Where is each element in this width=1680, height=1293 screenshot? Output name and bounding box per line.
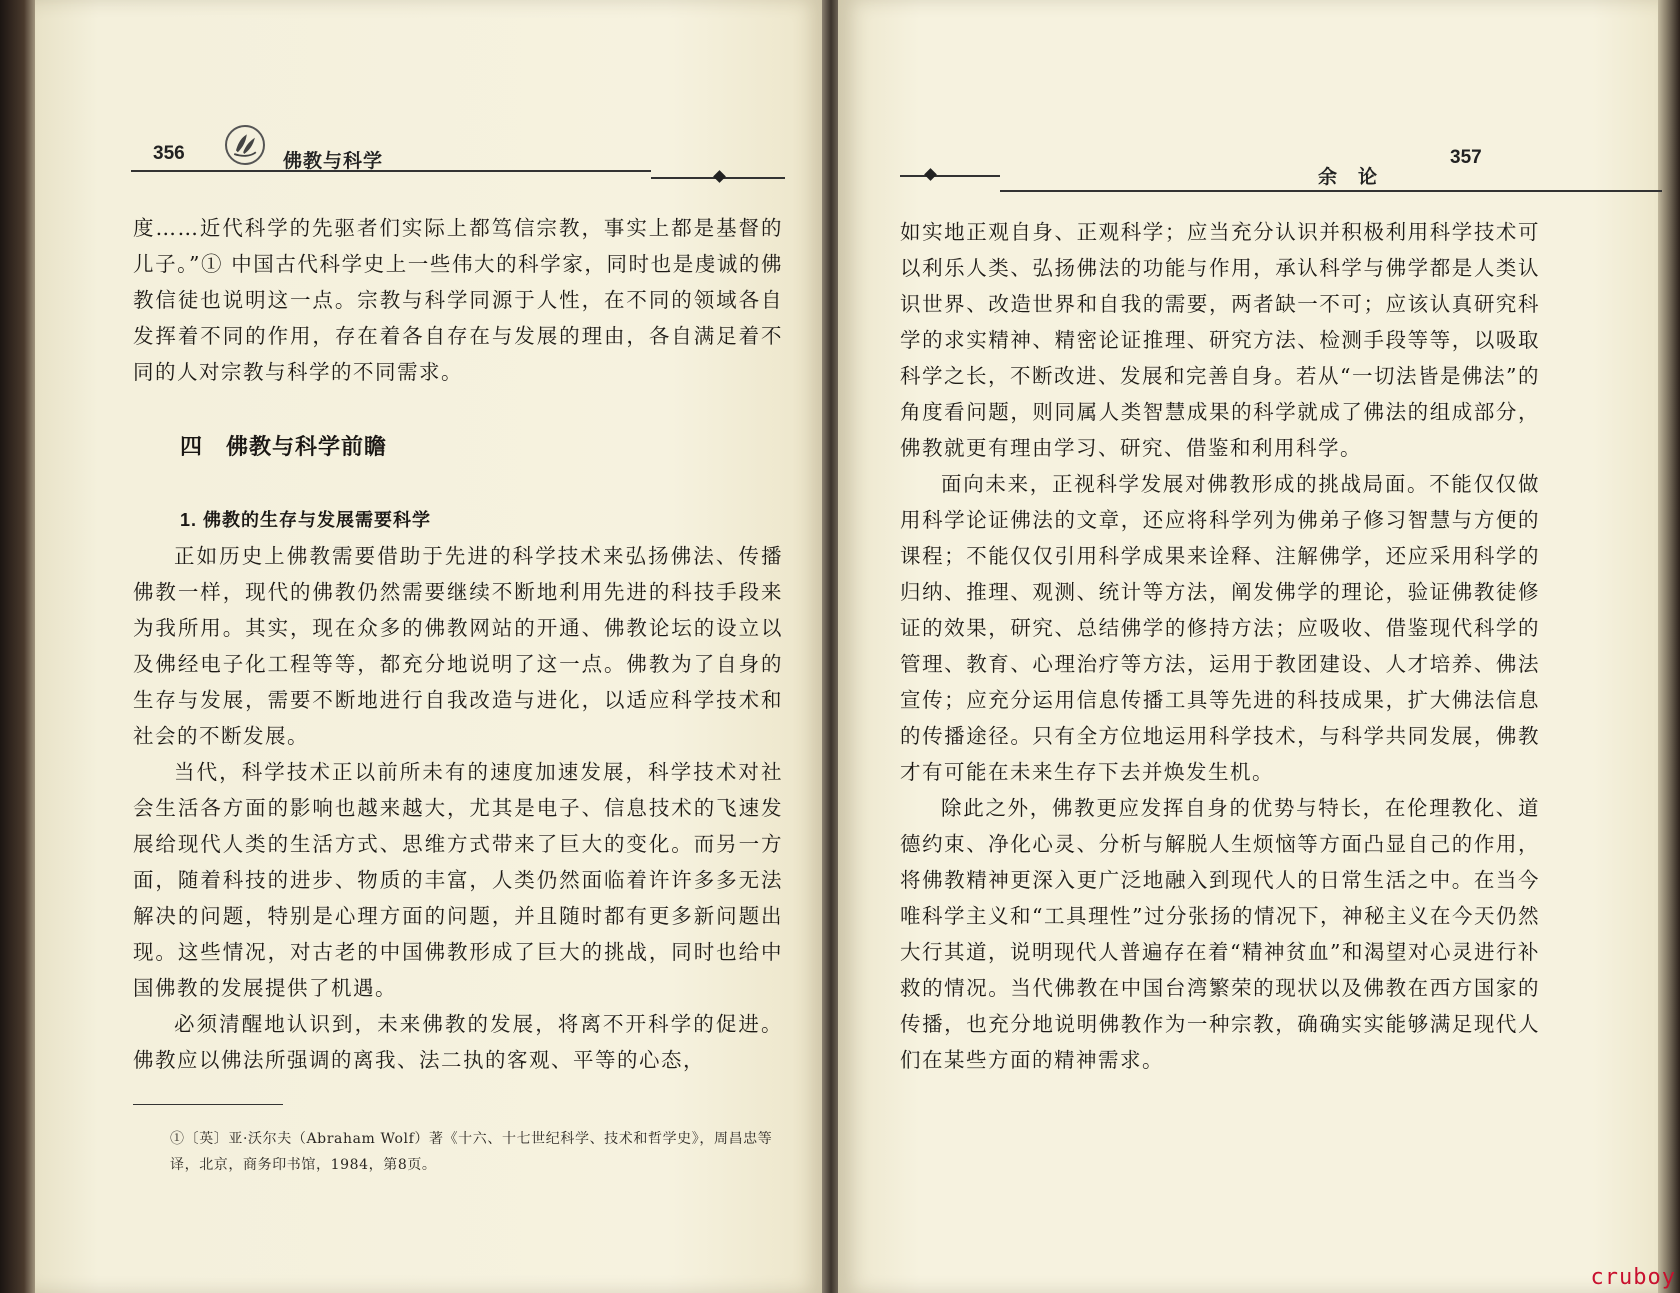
header-rule-right-head <box>900 175 1000 177</box>
page-number-left: 356 <box>153 143 185 164</box>
subsection-heading: 1. 佛教的生存与发展需要科学 <box>180 510 432 530</box>
left-opening-text <box>133 210 783 390</box>
paragraph: 正如历史上佛教需要借助于先进的科学技术来弘扬佛法、传播佛教一样，现代的佛教仍然需要继续不断地利用先进的科技手段来为我所用。其实，现在众多的佛教网站的开通、佛教论坛的设立以及佛经电子化工程等等，都充分地说明了这一点。佛教为了自身的生存与发展，需要不断地进行自我改造与进化，以适应科学技术和社会的不断发展。 <box>133 544 783 748</box>
header-rule-right <box>1000 190 1662 192</box>
header-diamond-left <box>713 170 726 183</box>
left-page <box>35 0 825 1293</box>
paragraph: 当代，科学技术正以前所未有的速度加速发展，科学技术对社会生活各方面的影响也越来越大，尤其是电子、信息技术的飞速发展给现代人类的生活方式、思维方式带来了巨大的变化。而另一方面，随着科技的进步、物质的丰富，人类仍然面临着许许多多无法解决的问题，特别是心理方面的问题，并且随时都有更多新问题出现。这些情况，对古老的中国佛教形成了巨大的挑战，同时也给中国佛教的发展提供了机遇。 <box>133 760 783 1000</box>
section-heading: 四 佛教与科学前瞻 <box>180 434 388 459</box>
paragraph: 面向未来，正视科学发展对佛教形成的挑战局面。不能仅仅做用科学论证佛法的文章，还应将科学列为佛弟子修习智慧与方便的课程；不能仅仅引用科学成果来诠释、注解佛学，还应采用科学的归纳、推理、观测、统计等方法，阐发佛学的理论，验证佛教徒修证的效果，研究、总结佛学的修持方法；应吸收、借鉴现代科学的管理、教育、心理治疗等方法，运用于教团建设、人才培养、佛法宣传；应充分运用信息传播工具等先进的科技成果，扩大佛法信息的传播途径。只有全方位地运用科学技术，与科学共同发展，佛教才有可能在未来生存下去并焕发生机。 <box>900 472 1540 784</box>
page-number-right: 357 <box>1450 147 1482 168</box>
paragraph: 必须清醒地认识到，未来佛教的发展，将离不开科学的促进。佛教应以佛法所强调的离我、法二执的客观、平等的心态， <box>133 1012 783 1072</box>
header-diamond-right <box>924 168 937 181</box>
book-left-edge <box>0 0 40 1293</box>
header-rule-left <box>131 170 651 172</box>
paragraph: 如实地正观自身、正观科学；应当充分认识并积极利用科学技术可以利乐人类、弘扬佛法的功能与作用，承认科学与佛学都是人类认识世界、改造世界和自我的需要，两者缺一不可；应该认真研究科学的求实精神、精密论证推理、研究方法、检测手段等等，以吸取科学之长，不断改进、发展和完善自身。若从“一切法皆是佛法”的角度看问题，则同属人类智慧成果的科学就成了佛法的组成部分，佛教就更有理由学习、研究、借鉴和利用科学。 <box>900 220 1540 460</box>
paragraph: 除此之外，佛教更应发挥自身的优势与特长，在伦理教化、道德约束、净化心灵、分析与解脱人生烦恼等方面凸显自己的作用，将佛教精神更深入更广泛地融入到现代人的日常生活之中。在当今唯科学主义和“工具理性”过分张扬的情况下，神秘主义在今天仍然大行其道，说明现代人普遍存在着“精神贫血”和渴望对心灵进行补救的情况。当代佛教在中国台湾繁荣的现状以及佛教在西方国家的传播，也充分地说明佛教作为一种宗教，确确实实能够满足现代人们在某些方面的精神需求。 <box>900 796 1540 1072</box>
footnote: ①〔英〕亚·沃尔夫（Abraham Wolf）著《十六、十七世纪科学、技术和哲学史》，周昌忠等译，北京，商务印书馆，1984，第8页。 <box>170 1131 773 1173</box>
running-title-left: 佛教与科学 <box>283 151 384 172</box>
left-body-text <box>133 538 783 1078</box>
right-body-text <box>900 214 1540 1078</box>
book-right-edge <box>1656 0 1680 1293</box>
right-page <box>838 0 1658 1293</box>
running-title-right: 余 论 <box>1318 167 1379 188</box>
footnote-rule <box>133 1104 283 1105</box>
paragraph: 度……近代科学的先驱者们实际上都笃信宗教，事实上都是基督的儿子。”① 中国古代科学史上一些伟大的科学家，同时也是虔诚的佛教信徒也说明这一点。宗教与科学同源于人性，在不同的领域各自发挥着不同的作用，存在着各自存在与发展的理由，各自满足着不同的人对宗教与科学的不同需求。 <box>133 216 783 384</box>
scanner-watermark: cruboy <box>1590 1265 1676 1290</box>
publisher-logo-icon <box>225 125 265 165</box>
